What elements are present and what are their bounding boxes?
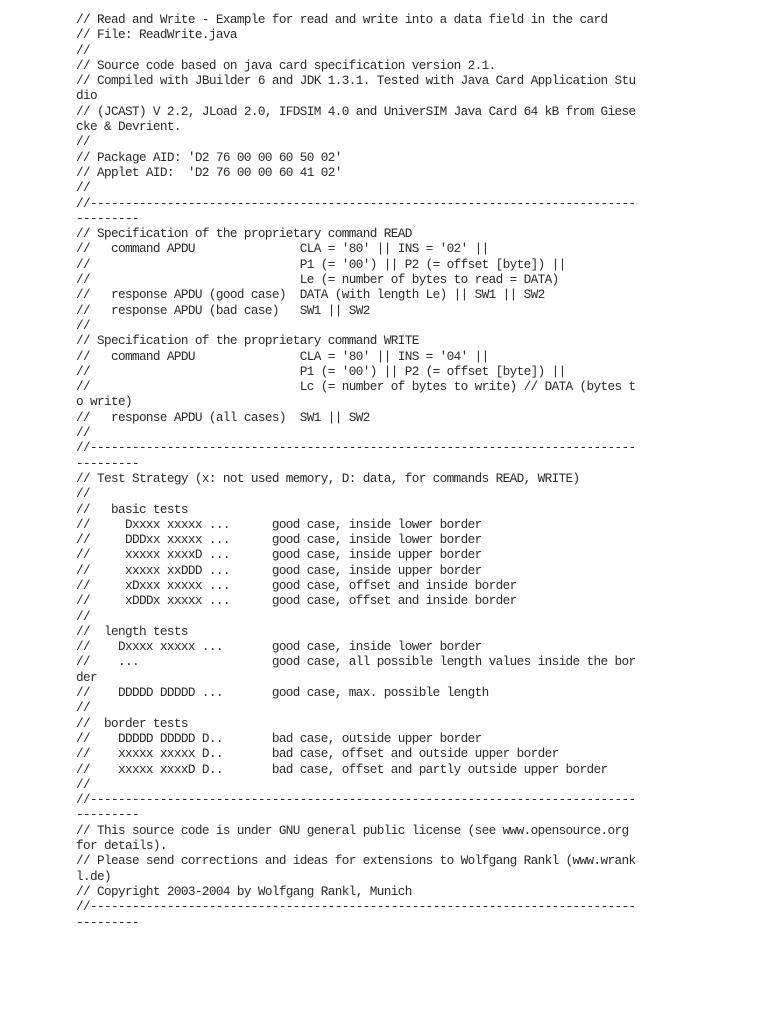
code-line: // Source code based on java card specification version 2.1. bbox=[76, 57, 496, 73]
code-line: // DDDxx xxxxx ... good case, inside lower border bbox=[76, 532, 482, 548]
code-line: // Dxxxx xxxxx ... good case, inside lower border bbox=[76, 516, 482, 532]
code-line: for details). bbox=[76, 838, 167, 854]
code-line: // xxxxx xxxxx D.. bad case, offset and outside upper border bbox=[76, 746, 559, 762]
code-line: // Dxxxx xxxxx ... good case, inside lower border bbox=[76, 639, 482, 655]
code-line: //------------------------------------------------------------------------------ bbox=[76, 195, 636, 211]
code-line: // command APDU CLA = '80' || INS = '04' || bbox=[76, 348, 489, 364]
code-line: // Le (= number of bytes to read = DATA) bbox=[76, 272, 559, 288]
code-line: // This source code is under GNU general public license (see www.opensource.org bbox=[76, 822, 629, 838]
code-line: // Test Strategy (x: not used memory, D: data, for commands READ, WRITE) bbox=[76, 470, 580, 486]
code-line: //------------------------------------------------------------------------------ bbox=[76, 440, 636, 456]
code-line: // command APDU CLA = '80' || INS = '02' || bbox=[76, 241, 489, 257]
code-line: // length tests bbox=[76, 623, 188, 639]
code-line: // Copyright 2003-2004 by Wolfgang Rankl, Munich bbox=[76, 883, 412, 899]
code-line: // bbox=[76, 486, 90, 502]
code-line: --------- bbox=[76, 914, 139, 930]
code-line: dio bbox=[76, 88, 97, 104]
code-line: // P1 (= '00') || P2 (= offset [byte]) || bbox=[76, 256, 566, 272]
source-code-comment-block bbox=[76, 12, 676, 930]
code-line: // Specification of the proprietary command READ bbox=[76, 226, 412, 242]
code-line: // bbox=[76, 42, 90, 58]
code-line: // basic tests bbox=[76, 501, 188, 517]
code-line: //------------------------------------------------------------------------------ bbox=[76, 792, 636, 808]
code-line: // Read and Write - Example for read and write into a data field in the card bbox=[76, 12, 608, 27]
code-line: --------- bbox=[76, 455, 139, 471]
code-line: // border tests bbox=[76, 715, 188, 731]
code-line: // bbox=[76, 134, 90, 150]
code-line: // Compiled with JBuilder 6 and JDK 1.3.1. Tested with Java Card Application Stu bbox=[76, 73, 636, 89]
code-line: o write) bbox=[76, 394, 132, 410]
code-line: cke & Devrient. bbox=[76, 119, 181, 135]
code-line: // File: ReadWrite.java bbox=[76, 27, 237, 43]
code-line: // (JCAST) V 2.2, JLoad 2.0, IFDSIM 4.0 and UniverSIM Java Card 64 kB from Giese bbox=[76, 103, 636, 119]
code-line: // DDDDD DDDDD D.. bad case, outside upper border bbox=[76, 730, 482, 746]
code-line: // xDxxx xxxxx ... good case, offset and inside border bbox=[76, 577, 517, 593]
code-line: // Specification of the proprietary command WRITE bbox=[76, 333, 419, 349]
code-line: der bbox=[76, 669, 97, 685]
code-line: // Applet AID: 'D2 76 00 00 60 41 02' bbox=[76, 164, 342, 180]
code-line: // xxxxx xxDDD ... good case, inside upper border bbox=[76, 562, 482, 578]
code-line: // xDDDx xxxxx ... good case, offset and inside border bbox=[76, 593, 517, 609]
code-line: // Lc (= number of bytes to write) // DATA (bytes t bbox=[76, 379, 636, 395]
code-line: --------- bbox=[76, 807, 139, 823]
code-line: // response APDU (bad case) SW1 || SW2 bbox=[76, 302, 370, 318]
code-line: // bbox=[76, 425, 90, 441]
code-line: // bbox=[76, 317, 90, 333]
code-line: // bbox=[76, 776, 90, 792]
code-line: --------- bbox=[76, 210, 139, 226]
code-line: // Package AID: 'D2 76 00 00 60 50 02' bbox=[76, 149, 342, 165]
code-line: l.de) bbox=[76, 868, 111, 884]
code-line: // response APDU (good case) DATA (with length Le) || SW1 || SW2 bbox=[76, 287, 545, 303]
code-line: // response APDU (all cases) SW1 || SW2 bbox=[76, 409, 370, 425]
code-line: // Please send corrections and ideas for extensions to Wolfgang Rankl (www.wrank bbox=[76, 853, 636, 869]
code-line: //------------------------------------------------------------------------------ bbox=[76, 899, 636, 915]
code-line: // DDDDD DDDDD ... good case, max. possible length bbox=[76, 685, 489, 701]
code-line: // bbox=[76, 608, 90, 624]
code-line: // xxxxx xxxxD ... good case, inside upper border bbox=[76, 547, 482, 563]
code-line: // xxxxx xxxxD D.. bad case, offset and partly outside upper border bbox=[76, 761, 608, 777]
code-line: // bbox=[76, 700, 90, 716]
code-line: // bbox=[76, 180, 90, 196]
code-line: // ... good case, all possible length values inside the bor bbox=[76, 654, 636, 670]
code-line: // P1 (= '00') || P2 (= offset [byte]) || bbox=[76, 363, 566, 379]
